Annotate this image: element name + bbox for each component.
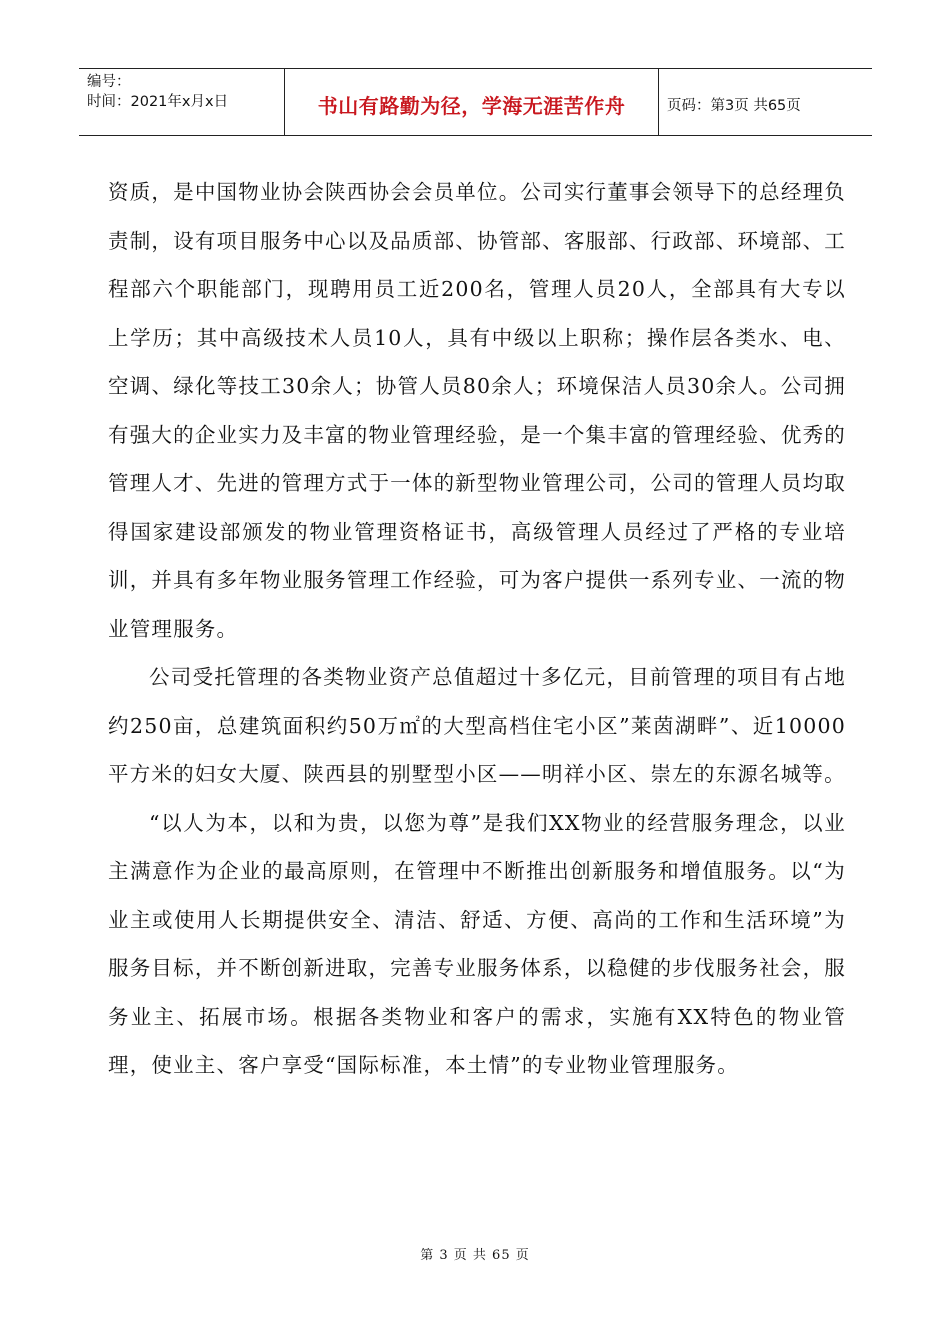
body-paragraph-2: 公司受托管理的各类物业资产总值超过十多亿元，目前管理的项目有占地约250亩，总建筑面积约50万㎡的大型高档住宅小区”莱茵湖畔”、近10000平方米的妇女大厦、陕西县的别墅型小区——明祥小区、崇左的东源名城等。 (108, 665, 846, 786)
document-number-label: 编号： (87, 74, 131, 90)
header-motto-cell (284, 69, 659, 135)
document-body (108, 168, 846, 1090)
header-meta (79, 69, 284, 135)
header-motto: 书山有路勤为径，学海无涯苦作舟 (317, 93, 626, 118)
body-paragraph-1: 资质，是中国物业协会陕西协会会员单位。公司实行董事会领导下的总经理负责制，设有项目服务中心以及品质部、协管部、客服部、行政部、环境部、工程部六个职能部门，现聘用员工近200名，管理人员20人，全部具有大专以上学历；其中高级技术人员10人，具有中级以上职称；操作层各类水、电、空调、绿化等技工30余人；协管人员80余人；环境保洁人员30余人。公司拥有强大的企业实力及丰富的物业管理经验，是一个集丰富的管理经验、优秀的管理人才、先进的管理方式于一体的新型物业管理公司，公司的管理人员均取得国家建设部颁发的物业管理资格证书，高级管理人员经过了严格的专业培训，并具有多年物业服务管理工作经验，可为客户提供一系列专业、一流的物业管理服务。 (108, 180, 846, 641)
body-paragraph-3: “以人为本，以和为贵，以您为尊”是我们XX物业的经营服务理念，以业主满意作为企业的最高原则，在管理中不断推出创新服务和增值服务。以“为业主或使用人长期提供安全、清洁、舒适、方便、高尚的工作和生活环境”为服务目标，并不断创新进取，完善专业服务体系，以稳健的步伐服务社会，服务业主、拓展市场。根据各类物业和客户的需求，实施有XX特色的物业管理，使业主、客户享受“国际标准，本土情”的专业物业管理服务。 (108, 810, 846, 1077)
header-page-info: 页码：第3页 共65页 (667, 97, 801, 114)
document-time-label: 时间：2021年x月x日 (87, 94, 229, 110)
page-header (79, 68, 872, 136)
page-footer: 第 3 页 共 65 页 (420, 1248, 530, 1263)
